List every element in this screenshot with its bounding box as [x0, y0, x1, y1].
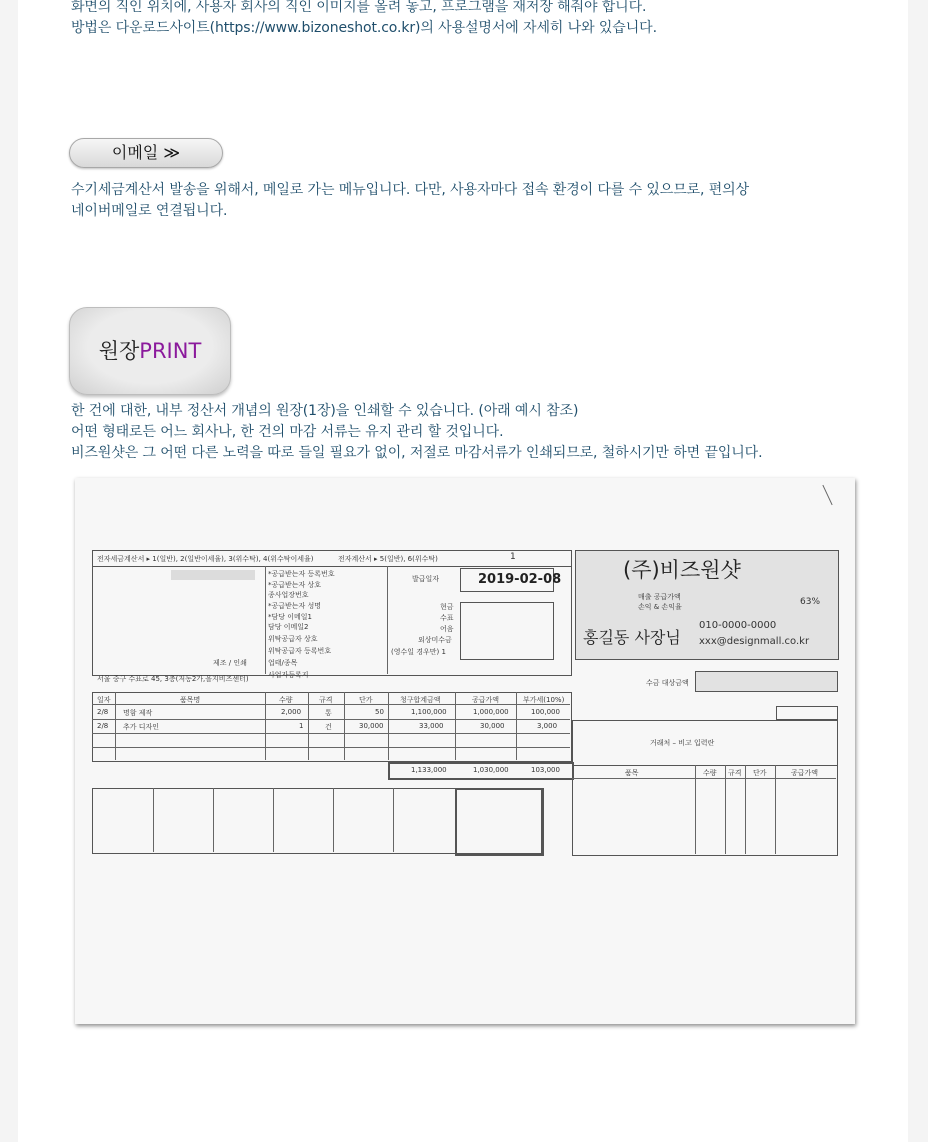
ledger-issue-label: 발급일자: [412, 575, 440, 583]
ledger-row2-qty: 1: [299, 722, 304, 730]
ledger-pay-note: 어음: [440, 625, 454, 633]
email-button[interactable]: 이메일 ≫: [69, 138, 223, 168]
ledger-col-5: 청구합계금액: [400, 696, 441, 704]
ledger-total-vat: 103,000: [531, 766, 560, 774]
ledger-print-label: 원장: [98, 339, 140, 363]
ledger-memo-label: 거래처 – 비고 입력란: [650, 739, 715, 747]
print-desc-line-2: 어떤 형태로든 어느 회사나, 한 건의 마감 서류는 유지 관리 할 것입니다.: [71, 424, 504, 440]
ledger-field-1: *공급받는자 상호: [268, 581, 322, 589]
ledger-right-col-0: 품목: [625, 769, 639, 777]
ledger-pay-credit: 외상미수금: [418, 636, 452, 644]
ledger-row2-vat: 3,000: [537, 722, 558, 730]
ledger-field-5: 담당 이메일2: [268, 623, 309, 631]
ledger-col-6: 공급가액: [472, 696, 500, 704]
ledger-email: xxx@designmall.co.kr: [699, 636, 810, 647]
ledger-row1-date: 2/8: [97, 708, 109, 716]
ledger-row2-supply: 30,000: [480, 722, 505, 730]
ledger-print-button[interactable]: [69, 307, 231, 395]
ledger-row2-date: 2/8: [97, 722, 109, 730]
ledger-field-4: *담당 이메일1: [268, 613, 312, 621]
ledger-row1-spec: 통: [325, 709, 332, 717]
ledger-profit-percent: 63%: [800, 597, 821, 607]
ledger-row2-price: 30,000: [359, 722, 384, 730]
ledger-profit-label: 손익 & 손익율: [638, 603, 682, 611]
ledger-print-label-accent: PRINT: [139, 339, 202, 363]
ledger-sample-image: [75, 478, 855, 1024]
ledger-col-4: 단가: [359, 696, 373, 704]
ledger-col-7: 부가세(10%): [523, 696, 565, 704]
ledger-address: 서울 중구 수표로 45, 3층(저동2가,을지비즈센터): [97, 675, 249, 683]
ledger-right-col-1: 수량: [703, 769, 717, 777]
ledger-row2-total: 33,000: [419, 722, 444, 730]
ledger-phone: 010-0000-0000: [699, 620, 777, 631]
ledger-field-2: 종사업장번호: [268, 591, 309, 599]
ledger-row2-item: 추가 디자인: [123, 723, 160, 731]
ledger-col-3: 규격: [319, 696, 333, 704]
ledger-field-7: 위탁공급자 등록번호: [268, 647, 332, 655]
ledger-col-1: 품목명: [180, 696, 201, 704]
ledger-row1-qty: 2,000: [281, 708, 302, 716]
ledger-row1-supply: 1,000,000: [473, 708, 509, 716]
ledger-header-no: 1: [510, 552, 516, 562]
ledger-total-sum: 1,133,000: [411, 766, 447, 774]
ledger-ceo: 홍길동 사장님: [583, 628, 681, 647]
ledger-right-col-4: 공급가액: [791, 769, 819, 777]
print-desc-line-1: 한 건에 대한, 내부 정산서 개념의 원장(1장)을 인쇄할 수 있습니다. (아래 예시 참조): [71, 403, 579, 419]
ledger-header-right: 전자계산서 ▸ 5(일반), 6(위수탁): [338, 555, 438, 563]
ledger-company-name: (주)비즈원샷: [623, 558, 741, 582]
print-desc-line-3: 비즈원샷은 그 어떤 다른 노력을 따로 들일 필요가 없이, 저절로 마감서류가 인쇄되므로, 철하시기만 하면 끝입니다.: [71, 445, 763, 461]
ledger-field-0: *공급받는자 등록번호: [268, 570, 335, 578]
ledger-field-9: 사업자등록지: [268, 671, 309, 679]
ledger-field-6: 위탁공급자 상호: [268, 635, 318, 643]
ledger-made-label: 제조 / 인쇄: [213, 659, 247, 667]
ledger-col-0: 일자: [97, 696, 111, 704]
ledger-pay-receipt: (영수일 경우만) 1: [391, 648, 446, 656]
ledger-row2-spec: 건: [325, 723, 332, 731]
ledger-col-2: 수량: [279, 696, 293, 704]
ledger-target-label: 수금 대상금액: [646, 679, 689, 687]
ledger-pay-check: 수표: [440, 614, 454, 622]
ledger-field-8: 업태/종목: [268, 659, 298, 667]
ledger-row1-vat: 100,000: [531, 708, 560, 716]
ledger-right-col-3: 단가: [753, 769, 767, 777]
ledger-field-3: *공급받는자 성명: [268, 602, 322, 610]
ledger-row1-item: 명함 제작: [123, 709, 153, 717]
ledger-pay-cash: 현금: [440, 603, 454, 611]
ledger-sales-label: 매출 공급가액: [638, 593, 681, 601]
intro-line-1: 화면의 직인 위치에, 사용자 회사의 직인 이미지를 올려 놓고, 프로그램을 재저장 해줘야 합니다.: [71, 0, 647, 15]
ledger-row1-total: 1,100,000: [411, 708, 447, 716]
email-desc-line-1: 수기세금계산서 발송을 위해서, 메일로 가는 메뉴입니다. 다만, 사용자마다 접속 환경이 다를 수 있으므로, 편의상: [71, 182, 750, 198]
ledger-row1-price: 50: [375, 708, 384, 716]
ledger-right-col-2: 규격: [728, 769, 742, 777]
ledger-total-supply: 1,030,000: [473, 766, 509, 774]
content-panel: [18, 0, 908, 1142]
ledger-header-left: 전자세금계산서 ▸ 1(일반), 2(일반이세율), 3(위수탁), 4(위수탁이세율): [97, 555, 314, 563]
intro-line-2: 방법은 다운로드사이트(https://www.bizoneshot.co.kr)의 사용설명서에 자세히 나와 있습니다.: [71, 20, 657, 36]
ledger-issue-date: 2019-02-08: [478, 572, 562, 587]
email-desc-line-2: 네이버메일로 연결됩니다.: [71, 203, 228, 219]
